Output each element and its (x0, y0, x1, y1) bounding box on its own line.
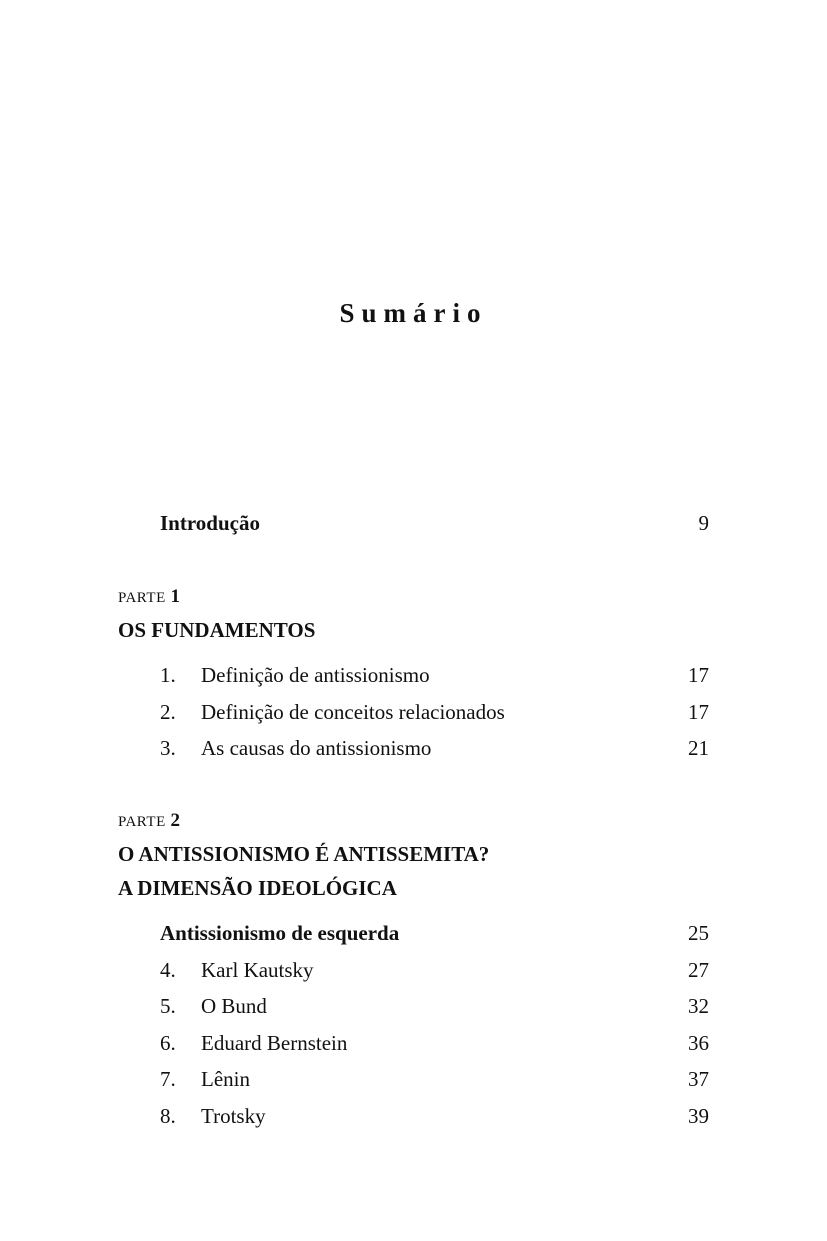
part-number: 1 (170, 586, 180, 607)
toc-entry (160, 1065, 709, 1093)
part-label-1 (118, 585, 180, 610)
toc-entry-page: 27 (688, 958, 709, 982)
toc-entry-number: 7. (160, 1067, 176, 1091)
toc-entry-page: 17 (688, 700, 709, 724)
toc-entry-label: Karl Kautsky (201, 958, 314, 982)
toc-entry (160, 661, 709, 689)
toc-entry (160, 698, 709, 726)
toc-entry-number: 6. (160, 1031, 176, 1055)
toc-entry (160, 1029, 709, 1057)
part-heading-2-line2: A DIMENSÃO IDEOLÓGICA (118, 876, 397, 900)
toc-entry-label: Introdução (160, 511, 260, 535)
toc-entry (160, 956, 709, 984)
toc-entry-page: 32 (688, 994, 709, 1018)
toc-entry-page: 36 (688, 1031, 709, 1055)
part-word: PARTE (118, 590, 166, 606)
toc-entry-page: 17 (688, 663, 709, 687)
toc-entry-label: O Bund (201, 994, 267, 1018)
part-heading-1: OS FUNDAMENTOS (118, 618, 316, 642)
toc-entry-page: 9 (698, 511, 709, 535)
toc-entry-label: Definição de conceitos relacionados (201, 700, 505, 724)
toc-entry-label: Definição de antissionismo (201, 663, 430, 687)
toc-entry-page: 39 (688, 1104, 709, 1128)
toc-entry-introducao (160, 509, 709, 537)
toc-entry (160, 734, 709, 762)
toc-entry-label: Eduard Bernstein (201, 1031, 348, 1055)
toc-entry-label: Lênin (201, 1067, 250, 1091)
part-word: PARTE (118, 814, 166, 830)
toc-entry-label: As causas do antissionismo (201, 736, 432, 760)
part-number: 2 (170, 810, 180, 831)
toc-entry-number: 3. (160, 736, 176, 760)
toc-entry-label: Antissionismo de esquerda (160, 921, 400, 945)
toc-entry-number: 1. (160, 663, 176, 687)
toc-entry-label: Trotsky (201, 1104, 266, 1128)
page-title: Sumário (339, 298, 488, 328)
toc-section-antissionismo-esquerda (160, 919, 709, 947)
toc-entry (160, 992, 709, 1020)
toc-entry-number: 8. (160, 1104, 176, 1128)
toc-entry (160, 1102, 709, 1130)
toc-entry-page: 37 (688, 1067, 709, 1091)
toc-entry-page: 25 (688, 921, 709, 945)
toc-entry-number: 2. (160, 700, 176, 724)
part-label-2 (118, 809, 180, 834)
toc-entry-page: 21 (688, 736, 709, 760)
toc-entry-number: 4. (160, 958, 176, 982)
toc-entry-number: 5. (160, 994, 176, 1018)
part-heading-2-line1: O ANTISSIONISMO É ANTISSEMITA? (118, 842, 490, 866)
